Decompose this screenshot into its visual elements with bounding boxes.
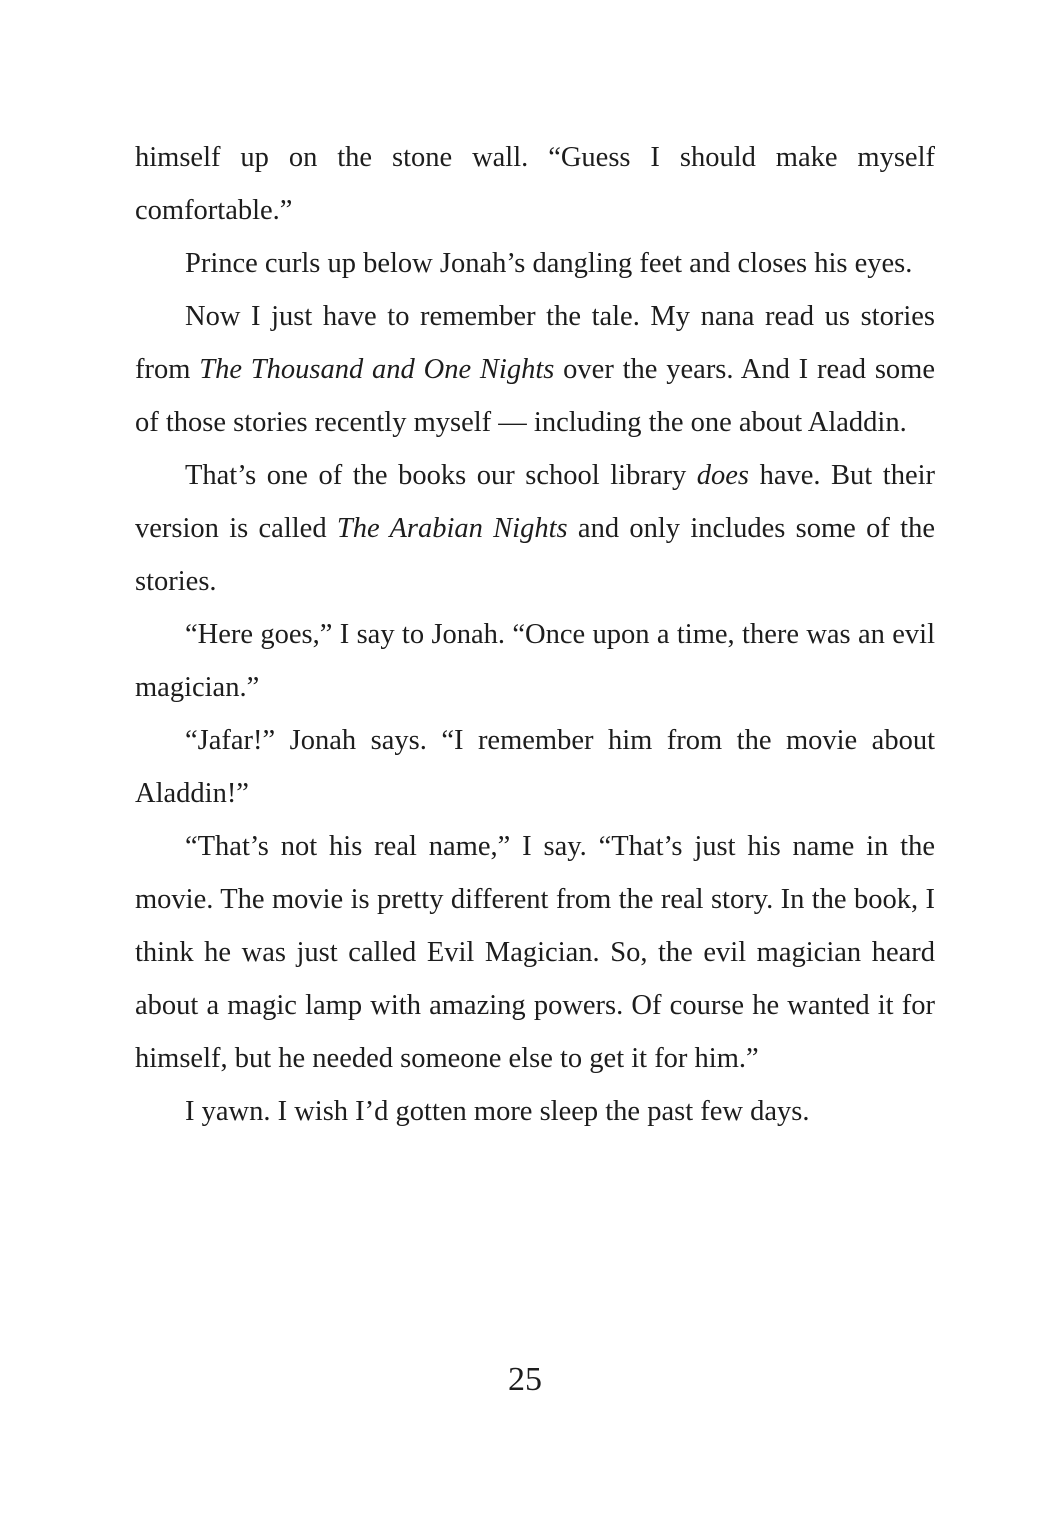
paragraph — [135, 714, 935, 820]
paragraph — [135, 237, 935, 290]
paragraph — [135, 131, 935, 237]
paragraph-text: himself up on the stone wall. “Guess I should make myself comfortable.” — [135, 142, 935, 226]
italic-title-text: The Arabian Nights — [336, 513, 568, 544]
paragraph-text: “Jafar!” Jonah says. “I remember him from the movie about Aladdin!” — [135, 725, 935, 809]
paragraph-text: over the years. And I read some of those stories recently myself — including the one about Aladdin. — [135, 354, 935, 438]
paragraph — [135, 608, 935, 714]
paragraph-text: and only includes some of the stories. — [135, 513, 935, 597]
paragraph-text: That’s one of the books our school library — [185, 460, 697, 491]
paragraph-text: have. But their version is called — [135, 460, 935, 544]
page-number: 25 — [508, 1361, 542, 1398]
paragraph — [135, 820, 935, 1085]
body-text — [135, 131, 935, 1138]
italic-title-text: The Thousand and One Nights — [199, 354, 555, 385]
paragraph-text: Now I just have to remember the tale. My nana read us stories from — [135, 301, 935, 385]
italic-title-text: does — [696, 460, 750, 491]
paragraph-text: “Here goes,” I say to Jonah. “Once upon a time, there was an evil magician.” — [135, 619, 935, 703]
paragraph — [135, 1085, 935, 1138]
paragraph-text: “That’s not his real name,” I say. “That’s just his name in the movie. The movie is pretty different from the real story. In the book, I think he was just called Evil Magician. So, the evil magician heard about a magic lamp with amazing powers. Of course he wanted it for himself, but he needed someone else to get it for him.” — [135, 831, 935, 1074]
paragraph — [135, 290, 935, 449]
paragraph-text: Prince curls up below Jonah’s dangling feet and closes his eyes. — [185, 248, 913, 279]
paragraph — [135, 449, 935, 608]
paragraph-text: I yawn. I wish I’d gotten more sleep the past few days. — [185, 1096, 810, 1127]
